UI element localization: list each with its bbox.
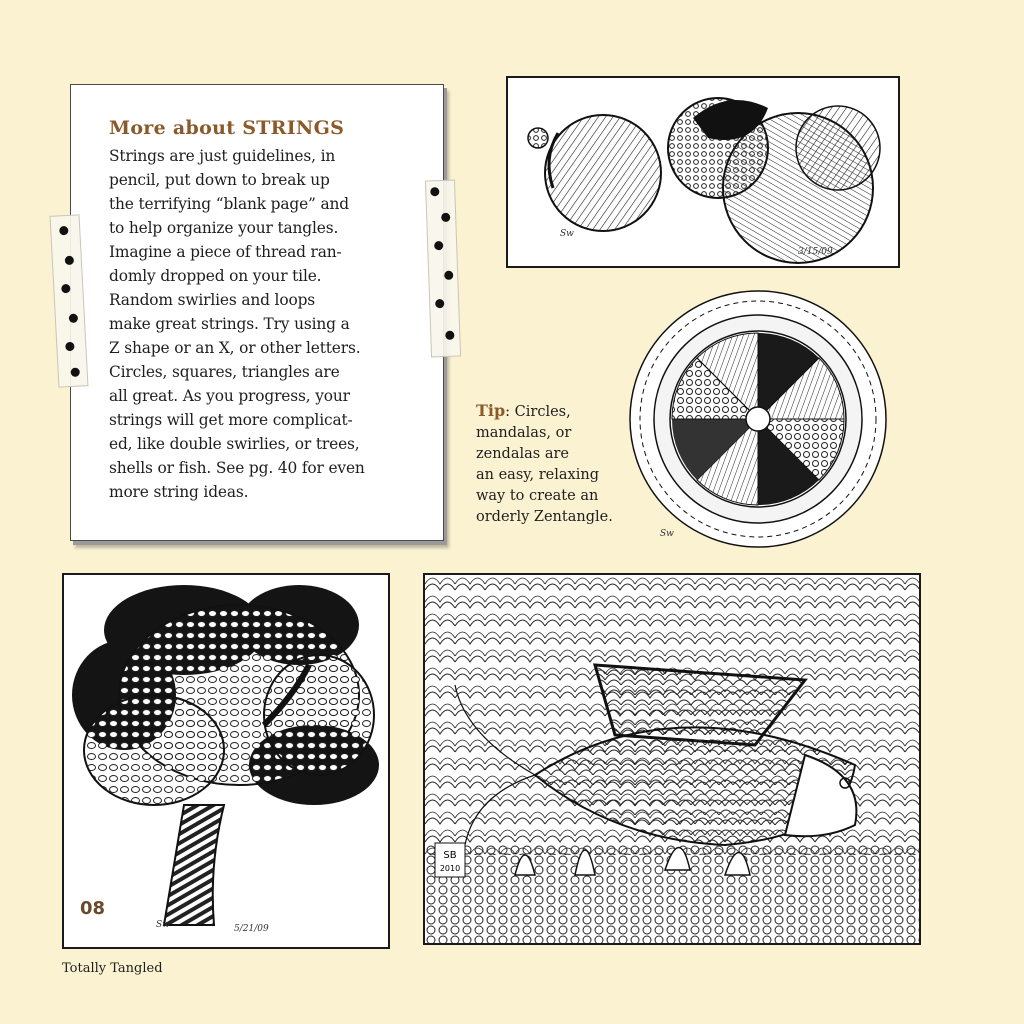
artwork-date: 5/21/09 <box>234 924 269 934</box>
tip-text: : Circles, <box>505 404 571 420</box>
tip-label: Tip <box>476 401 506 420</box>
svg-text:Sw: Sw <box>560 229 574 239</box>
tip-text: way to create an <box>476 488 599 504</box>
note-line: the terrifying “blank page” and <box>109 195 349 213</box>
artwork-date: 3/15/09 <box>798 247 833 257</box>
polka-dot-tape-right <box>425 180 461 358</box>
artist-monogram-year: 2010 <box>439 864 461 873</box>
note-title: More about STRINGS <box>109 117 345 139</box>
tip-text: an easy, relaxing <box>476 467 599 483</box>
book-title-footer: Totally Tangled <box>62 961 163 976</box>
strings-note-card <box>70 84 444 541</box>
artwork-mandala <box>622 288 894 550</box>
note-line: all great. As you progress, your <box>109 387 350 405</box>
note-line: pencil, put down to break up <box>109 171 330 189</box>
tip-text: orderly Zentangle. <box>476 509 613 525</box>
tip-callout <box>476 400 613 528</box>
note-line: Z shape or an X, or other letters. <box>109 339 361 357</box>
note-line: Imagine a piece of thread ran- <box>109 243 342 261</box>
svg-text:Sw: Sw <box>660 529 674 539</box>
note-line: Random swirlies and loops <box>109 291 316 309</box>
svg-text:Sw: Sw <box>156 920 170 930</box>
tip-text: zendalas are <box>476 446 569 462</box>
artwork-fish <box>423 573 921 945</box>
note-line: domly dropped on your tile. <box>109 267 322 285</box>
note-line: Circles, squares, triangles are <box>109 363 340 381</box>
page-number: 08 <box>80 898 106 919</box>
artwork-linked-circles <box>506 76 900 268</box>
artist-monogram: SB <box>443 850 457 861</box>
artwork-tree <box>62 573 390 949</box>
note-line: to help organize your tangles. <box>109 219 339 237</box>
note-line: make great strings. Try using a <box>109 315 350 333</box>
note-line: shells or fish. See pg. 40 for even <box>109 459 365 477</box>
note-line: Strings are just guidelines, in <box>109 147 336 165</box>
tip-text: mandalas, or <box>476 425 572 441</box>
note-line: ed, like double swirlies, or trees, <box>109 435 360 453</box>
note-line: more string ideas. <box>109 483 249 501</box>
note-line: strings will get more complicat- <box>109 411 353 429</box>
